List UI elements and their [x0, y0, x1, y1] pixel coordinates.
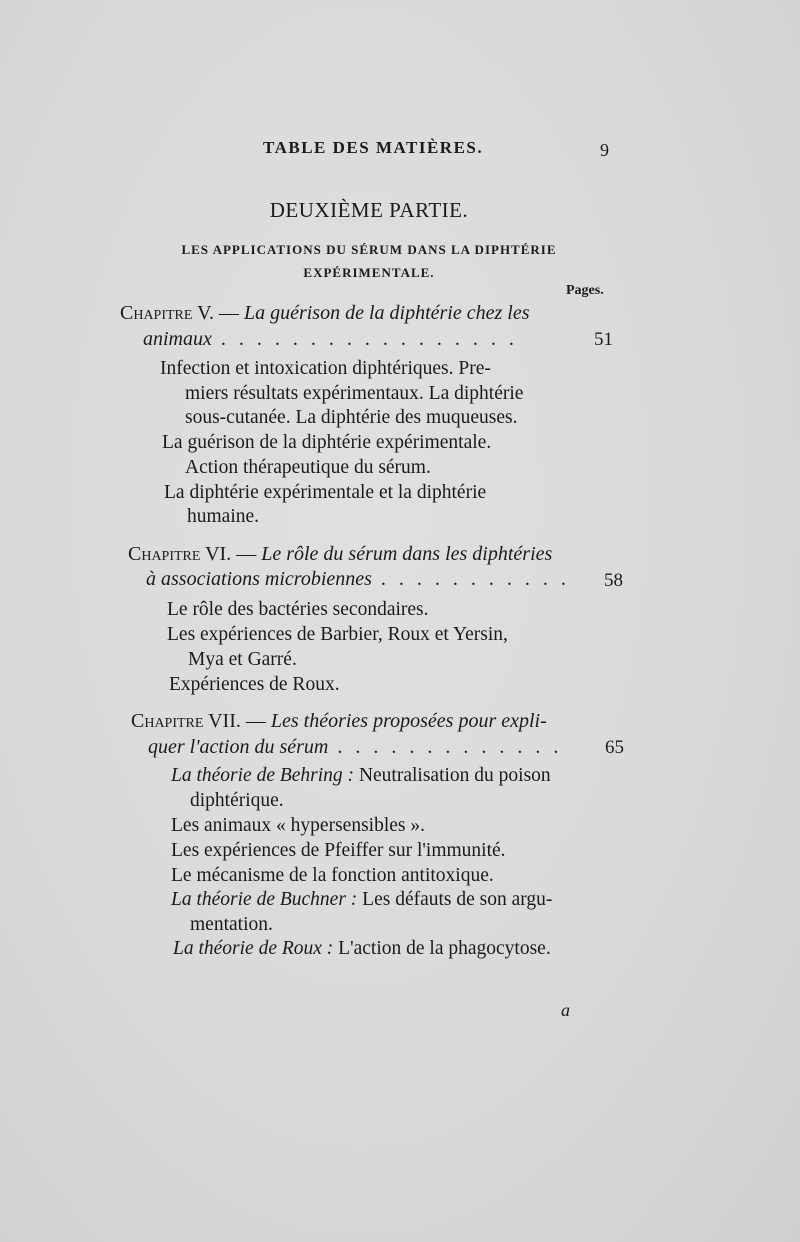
chapter-7-item: Le mécanisme de la fonction antitoxique.	[171, 865, 494, 886]
chapter-7-item-text: L'action de la phagocytose.	[333, 938, 551, 959]
chapter-5-page: 51	[594, 329, 613, 350]
page-number: 9	[600, 140, 609, 160]
chapter-7-leader: . . . . . . . . . . . . .	[328, 736, 563, 758]
chapter-7-item	[173, 938, 551, 960]
part-subtitle-line1: LES APPLICATIONS DU SÉRUM DANS LA DIPHTÉRIE	[181, 242, 557, 257]
chapter-7-dash: —	[240, 710, 271, 732]
chapter-7-item	[171, 765, 551, 787]
chapter-6-item: Les expériences de Barbier, Roux et Yersin,	[167, 624, 508, 645]
chapter-7-item: mentation.	[190, 914, 273, 935]
chapter-5-item: Infection et intoxication diphtériques. Pre-	[160, 358, 491, 379]
chapter-5-item: sous-cutanée. La diphtérie des muqueuses.	[185, 407, 518, 428]
chapter-5-title-line2: animaux	[143, 328, 212, 350]
chapter-5-leader: . . . . . . . . . . . . . . . . .	[211, 328, 518, 350]
chapter-5-title-line1: La guérison de la diphtérie chez les	[243, 302, 530, 324]
chapter-7-page: 65	[605, 737, 624, 758]
chapter-7-item-emphasis: La théorie de Buchner :	[171, 889, 358, 910]
chapter-6-heading-cont	[146, 568, 570, 591]
chapter-5-item: humaine.	[187, 506, 260, 527]
chapter-5-item: Action thérapeutique du sérum.	[185, 457, 431, 478]
pages-label: Pages.	[566, 283, 604, 298]
chapter-5-item: La diphtérie expérimentale et la diphtérie	[164, 482, 487, 503]
chapter-7-item-text: Les défauts de son argu-	[357, 889, 553, 910]
chapter-6-item: Le rôle des bactéries secondaires.	[167, 599, 429, 620]
chapter-6-item: Expériences de Roux.	[169, 674, 340, 695]
chapter-7-heading	[131, 710, 547, 733]
chapter-6-dash: —	[231, 543, 262, 565]
chapter-5-dash: —	[213, 302, 244, 324]
chapter-7-heading-cont	[148, 736, 562, 759]
chapter-5-heading	[120, 302, 530, 325]
chapter-7-item-emphasis: La théorie de Behring :	[171, 765, 355, 786]
chapter-7-item: Les expériences de Pfeiffer sur l'immunité.	[171, 840, 506, 861]
chapter-6-title-line2: à associations microbiennes	[146, 568, 372, 590]
chapter-7-title-line2: quer l'action du sérum	[148, 736, 329, 758]
running-head: TABLE DES MATIÈRES.	[263, 138, 484, 157]
chapter-6-leader: . . . . . . . . . . .	[371, 568, 570, 590]
part-subtitle-line2: EXPÉRIMENTALE.	[303, 265, 435, 280]
chapter-6-item: Mya et Garré.	[188, 649, 297, 670]
part-title: DEUXIÈME PARTIE.	[269, 198, 469, 222]
chapter-5-label: Chapitre V.	[120, 302, 214, 324]
chapter-6-label: Chapitre VI.	[128, 543, 232, 565]
signature-mark: a	[561, 1000, 570, 1020]
chapter-7-item	[171, 889, 552, 911]
chapter-7-label: Chapitre VII.	[131, 710, 241, 732]
chapter-6-title-line1: Le rôle du sérum dans les diphtéries	[261, 543, 553, 565]
chapter-7-item: diphtérique.	[190, 790, 284, 811]
chapter-7-item: Les animaux « hypersensibles ».	[171, 815, 425, 836]
chapter-5-item: miers résultats expérimentaux. La diphtérie	[185, 383, 524, 404]
chapter-6-heading	[128, 543, 552, 566]
chapter-7-title-line1: Les théories proposées pour expli-	[270, 710, 547, 732]
chapter-6-page: 58	[604, 570, 623, 591]
chapter-7-item-text: Neutralisation du poison	[354, 765, 551, 786]
chapter-5-item: La guérison de la diphtérie expérimentale.	[162, 432, 492, 453]
chapter-7-item-emphasis: La théorie de Roux :	[173, 938, 334, 959]
chapter-5-heading-cont	[143, 328, 518, 351]
